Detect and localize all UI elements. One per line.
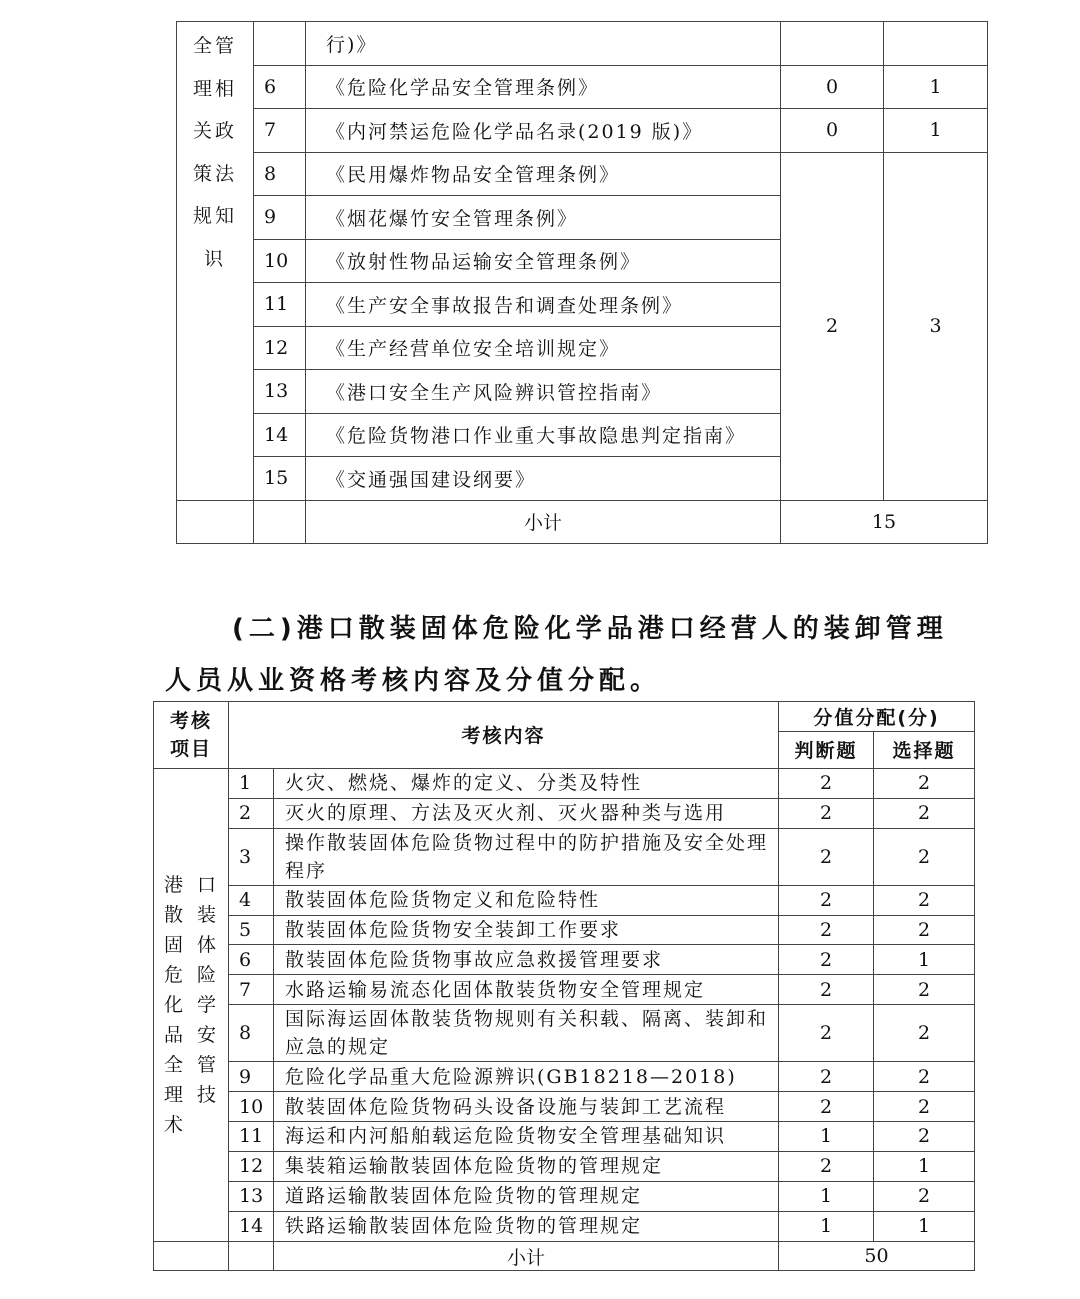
empty-cell (154, 1241, 229, 1271)
subtotal-value: 15 (781, 500, 988, 544)
choice-score: 2 (874, 885, 975, 915)
category-char: 口 (196, 873, 216, 896)
row-number: 13 (254, 370, 306, 414)
category-text: 全管 (192, 35, 237, 57)
content-text: 操作散装固体危险货物过程中的防护措施及安全处理程序 (274, 828, 779, 885)
regulation-name: 行)》 (306, 22, 781, 66)
choice-score: 2 (874, 828, 975, 885)
judge-score (781, 22, 884, 66)
row-number: 6 (229, 945, 274, 975)
judge-score: 2 (779, 828, 874, 885)
judge-score: 1 (779, 1211, 874, 1241)
category-char: 品 (164, 1023, 184, 1046)
table-row (154, 915, 975, 945)
judge-score: 2 (779, 1062, 874, 1092)
choice-score (884, 22, 988, 66)
category-char: 学 (196, 993, 216, 1016)
content-text: 散装固体危险货物定义和危险特性 (274, 885, 779, 915)
choice-score: 2 (874, 1122, 975, 1152)
table-row (154, 768, 975, 798)
table-row (154, 1181, 975, 1211)
header-score: 分值分配(分) (779, 702, 975, 732)
group-choice-score: 3 (884, 152, 988, 500)
judge-score: 0 (781, 65, 884, 109)
table-row (154, 885, 975, 915)
category-text: 策法 (192, 162, 237, 185)
table-row (177, 22, 988, 66)
table-row (154, 1062, 975, 1092)
choice-score: 1 (884, 109, 988, 153)
table-row (154, 945, 975, 975)
choice-score: 2 (874, 768, 975, 798)
section-heading-line1: (二)港口散装固体危险化学品港口经营人的装卸管理 (232, 614, 948, 644)
header-item-text: 考核 (169, 709, 212, 732)
header-choice: 选择题 (874, 731, 975, 768)
regulation-name: 《生产安全事故报告和调查处理条例》 (306, 283, 781, 327)
regulation-name: 《内河禁运危险化学品名录(2019 版)》 (306, 109, 781, 153)
table-row (154, 1151, 975, 1181)
header-item (154, 702, 229, 769)
category-line (164, 870, 216, 900)
empty-cell (177, 500, 254, 544)
category-char: 技 (196, 1083, 216, 1106)
choice-score: 1 (874, 1151, 975, 1181)
category-line (164, 1050, 216, 1080)
judge-score: 2 (779, 1092, 874, 1122)
category-cell (154, 768, 229, 1241)
regulation-name: 《民用爆炸物品安全管理条例》 (306, 152, 781, 196)
judge-score: 2 (779, 1151, 874, 1181)
category-line (164, 1020, 216, 1050)
category-char: 安 (196, 1023, 216, 1046)
category-char: 港 (164, 873, 184, 896)
category-char: 装 (196, 903, 216, 926)
choice-score: 2 (874, 975, 975, 1005)
category-text: 规知 (192, 205, 237, 227)
content-text: 散装固体危险货物事故应急救援管理要求 (274, 945, 779, 975)
judge-score: 2 (779, 885, 874, 915)
judge-score: 1 (779, 1181, 874, 1211)
regulation-name: 《危险化学品安全管理条例》 (306, 65, 781, 109)
category-char: 固 (164, 933, 184, 956)
table-row (154, 1122, 975, 1152)
table-row (154, 828, 975, 885)
row-number: 9 (254, 196, 306, 240)
row-number: 2 (229, 798, 274, 828)
empty-cell (229, 1241, 274, 1271)
judge-score: 2 (779, 975, 874, 1005)
category-char: 管 (196, 1053, 216, 1076)
header-item-text: 项目 (169, 737, 212, 760)
row-number: 10 (254, 239, 306, 283)
table-row (154, 1092, 975, 1122)
content-text: 散装固体危险货物安全装卸工作要求 (274, 915, 779, 945)
choice-score: 1 (874, 1211, 975, 1241)
category-line (164, 960, 216, 990)
category-char: 危 (164, 963, 184, 986)
category-char: 险 (196, 963, 216, 986)
row-number: 13 (229, 1181, 274, 1211)
category-line (164, 930, 216, 960)
table-row (177, 65, 988, 109)
section-heading-line2: 人员从业资格考核内容及分值分配。 (165, 666, 662, 696)
content-text: 铁路运输散装固体危险货物的管理规定 (274, 1211, 779, 1241)
row-number: 8 (229, 1005, 274, 1062)
row-number: 8 (254, 152, 306, 196)
category-char: 散 (164, 903, 184, 926)
category-text: 识 (203, 247, 226, 270)
choice-score: 2 (874, 1062, 975, 1092)
judge-score: 2 (779, 1005, 874, 1062)
content-text: 国际海运固体散装货物规则有关积载、隔离、装卸和应急的规定 (274, 1005, 779, 1062)
regulation-name: 《危险货物港口作业重大事故隐患判定指南》 (306, 413, 781, 457)
regulations-score-table (176, 21, 988, 544)
group-judge-score: 2 (781, 152, 884, 500)
regulation-name: 《生产经营单位安全培训规定》 (306, 326, 781, 370)
empty-cell (254, 500, 306, 544)
table-row (177, 109, 988, 153)
judge-score: 1 (779, 1122, 874, 1152)
content-text: 灭火的原理、方法及灭火剂、灭火器种类与选用 (274, 798, 779, 828)
judge-score: 0 (781, 109, 884, 153)
category-char: 全 (164, 1053, 184, 1076)
category-char: 体 (196, 933, 216, 956)
row-number: 7 (229, 975, 274, 1005)
content-text: 海运和内河船舶载运危险货物安全管理基础知识 (274, 1122, 779, 1152)
subtotal-row (154, 1241, 975, 1271)
category-line (164, 990, 216, 1020)
judge-score: 2 (779, 915, 874, 945)
table-row (154, 1211, 975, 1241)
category-cell (177, 22, 254, 501)
row-number: 15 (254, 457, 306, 501)
subtotal-label: 小计 (274, 1241, 779, 1271)
category-line (164, 1110, 216, 1140)
category-char: 化 (164, 993, 184, 1016)
category-line (164, 1080, 216, 1110)
category-text: 关政 (192, 120, 237, 142)
choice-score: 2 (874, 915, 975, 945)
row-number: 14 (254, 413, 306, 457)
header-row (154, 702, 975, 732)
regulation-name: 《烟花爆竹安全管理条例》 (306, 196, 781, 240)
header-judge: 判断题 (779, 731, 874, 768)
row-number (254, 22, 306, 66)
row-number: 10 (229, 1092, 274, 1122)
row-number: 4 (229, 885, 274, 915)
table-row (154, 975, 975, 1005)
content-text: 火灾、燃烧、爆炸的定义、分类及特性 (274, 768, 779, 798)
row-number: 14 (229, 1211, 274, 1241)
table-row (154, 798, 975, 828)
choice-score: 2 (874, 1092, 975, 1122)
table-row (177, 152, 988, 196)
choice-score: 1 (874, 945, 975, 975)
content-text: 集装箱运输散装固体危险货物的管理规定 (274, 1151, 779, 1181)
subtotal-label: 小计 (306, 500, 781, 544)
content-text: 危险化学品重大危险源辨识(GB18218—2018) (274, 1062, 779, 1092)
judge-score: 2 (779, 945, 874, 975)
choice-score: 2 (874, 798, 975, 828)
judge-score: 2 (779, 798, 874, 828)
judge-score: 2 (779, 768, 874, 798)
row-number: 11 (229, 1122, 274, 1152)
category-line (164, 900, 216, 930)
assessment-score-table (153, 701, 975, 1271)
category-char: 理 (164, 1083, 184, 1106)
row-number: 12 (229, 1151, 274, 1181)
choice-score: 2 (874, 1005, 975, 1062)
regulation-name: 《交通强国建设纲要》 (306, 457, 781, 501)
category-text: 理相 (192, 77, 237, 100)
content-text: 散装固体危险货物码头设备设施与装卸工艺流程 (274, 1092, 779, 1122)
row-number: 9 (229, 1062, 274, 1092)
category-char: 术 (164, 1113, 184, 1136)
regulation-name: 《港口安全生产风险辨识管控指南》 (306, 370, 781, 414)
choice-score: 1 (884, 65, 988, 109)
subtotal-row (177, 500, 988, 544)
header-content: 考核内容 (229, 702, 779, 769)
subtotal-value: 50 (779, 1241, 975, 1271)
row-number: 5 (229, 915, 274, 945)
row-number: 6 (254, 65, 306, 109)
content-text: 水路运输易流态化固体散装货物安全管理规定 (274, 975, 779, 1005)
row-number: 3 (229, 828, 274, 885)
row-number: 12 (254, 326, 306, 370)
choice-score: 2 (874, 1181, 975, 1211)
table-row (154, 1005, 975, 1062)
row-number: 1 (229, 768, 274, 798)
regulation-name: 《放射性物品运输安全管理条例》 (306, 239, 781, 283)
content-text: 道路运输散装固体危险货物的管理规定 (274, 1181, 779, 1211)
row-number: 7 (254, 109, 306, 153)
row-number: 11 (254, 283, 306, 327)
